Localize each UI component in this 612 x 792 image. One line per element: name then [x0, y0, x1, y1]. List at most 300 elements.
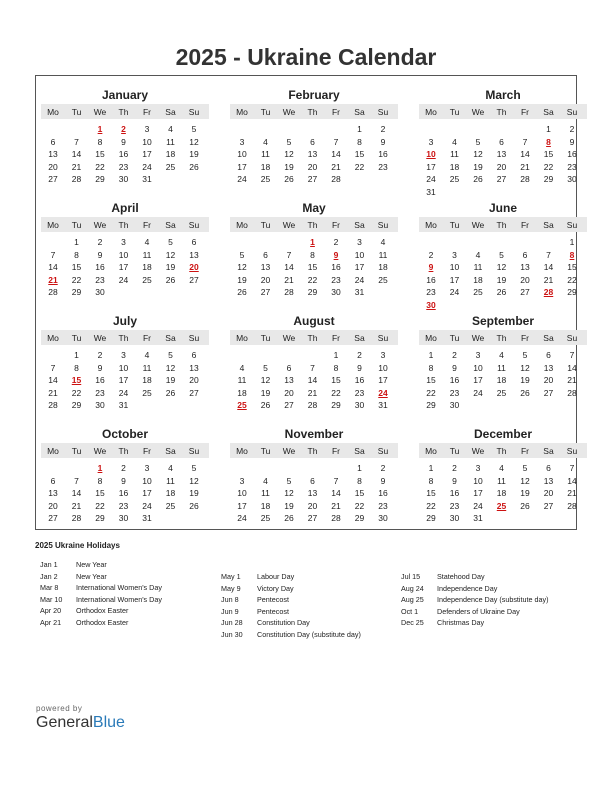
day-cell: 16 [449, 488, 460, 498]
day-cell: 4 [144, 350, 150, 360]
day-cell: 28 [71, 513, 82, 523]
day-cell: 21 [284, 274, 294, 285]
brand-logo[interactable] [36, 704, 125, 732]
weekday-label: Tu [71, 446, 82, 456]
holiday-date: Apr 21 [40, 617, 62, 627]
day-cell: 31 [142, 513, 152, 523]
day-cell: 17 [473, 375, 483, 385]
day-cell: 6 [546, 350, 551, 360]
day-cell: 25 [260, 174, 271, 184]
day-cell: 29 [95, 513, 105, 523]
day-cell: 14 [48, 262, 58, 272]
day-cell: 14 [284, 262, 294, 272]
weekday-label: Sa [165, 446, 176, 456]
day-cell: 22 [426, 500, 436, 511]
day-cell: 13 [307, 488, 318, 498]
month-august [230, 307, 398, 417]
day-cell: 27 [260, 287, 271, 297]
day-cell: 10 [118, 249, 129, 260]
day-cell: 23 [95, 387, 105, 398]
day-cell: 4 [499, 463, 504, 473]
day-cell: 25 [496, 387, 507, 398]
day-cell: 14 [307, 375, 318, 385]
day-cell: 14 [520, 149, 530, 159]
day-cell: 19 [189, 488, 199, 498]
day-cell: 5 [191, 124, 197, 134]
day-cell: 5 [522, 350, 528, 360]
day-cell: 18 [142, 262, 152, 272]
day-cell: 12 [189, 136, 199, 147]
weekday-label: Th [118, 220, 129, 230]
day-cell: 23 [449, 387, 460, 398]
day-cell: 4 [475, 249, 481, 260]
day-cell: 7 [74, 475, 79, 486]
holiday-name: Independence Day (substitute day) [437, 595, 549, 605]
holiday-day-cell: 21 [48, 274, 58, 285]
day-cell: 26 [284, 174, 294, 184]
day-cell: 22 [95, 500, 105, 511]
day-cell: 30 [118, 174, 129, 184]
day-cell: 5 [239, 249, 245, 260]
day-cell: 24 [237, 513, 247, 523]
day-cell: 10 [354, 249, 365, 260]
day-cell: 2 [380, 463, 386, 473]
day-cell: 15 [307, 262, 318, 272]
day-cell: 26 [284, 513, 294, 523]
day-cell: 4 [239, 362, 245, 373]
day-cell: 24 [473, 500, 483, 511]
day-cell: 11 [261, 488, 270, 498]
day-cell: 18 [378, 262, 388, 272]
day-cell: 18 [449, 161, 460, 172]
day-cell: 30 [378, 513, 388, 523]
weekday-label: Mo [236, 333, 248, 343]
day-cell: 1 [74, 350, 79, 360]
day-cell: 21 [307, 387, 318, 398]
day-cell: 30 [449, 513, 460, 523]
day-cell: 12 [260, 375, 271, 385]
day-cell: 11 [497, 475, 506, 486]
day-cell: 21 [567, 375, 577, 385]
day-cell: 6 [310, 136, 315, 147]
day-cell: 15 [95, 149, 105, 159]
day-cell: 16 [378, 149, 388, 159]
month-title: December [473, 427, 533, 441]
holiday-date: Aug 24 [401, 583, 424, 593]
day-cell: 19 [189, 149, 199, 159]
day-cell: 2 [569, 124, 575, 134]
day-cell: 1 [357, 124, 362, 134]
day-cell: 21 [71, 500, 82, 511]
day-cell: 23 [378, 161, 388, 172]
day-cell: 26 [189, 500, 199, 511]
day-cell: 9 [121, 475, 126, 486]
holiday-day-cell: 9 [333, 249, 339, 260]
holiday-date: Aug 25 [401, 595, 424, 605]
weekday-label: Sa [354, 220, 365, 230]
day-cell: 3 [144, 124, 150, 134]
day-cell: 10 [142, 475, 152, 486]
day-cell: 5 [286, 475, 292, 486]
month-title: September [471, 314, 535, 328]
day-cell: 28 [307, 400, 318, 410]
day-cell: 11 [142, 362, 152, 373]
day-cell: 6 [310, 475, 315, 486]
day-cell: 31 [118, 400, 129, 410]
day-cell: 26 [165, 274, 176, 285]
day-cell: 9 [380, 475, 386, 486]
day-cell: 16 [426, 274, 436, 285]
month-october [41, 420, 209, 530]
weekday-label: Mo [47, 220, 59, 230]
holiday-name: Victory Day [257, 583, 294, 593]
day-cell: 24 [426, 174, 436, 184]
day-cell: 23 [567, 161, 577, 172]
day-cell: 1 [546, 124, 551, 134]
day-cell: 30 [118, 513, 129, 523]
day-cell: 26 [496, 287, 507, 297]
holiday-date: Jun 9 [221, 606, 239, 616]
day-cell: 10 [237, 488, 247, 498]
day-cell: 24 [237, 174, 247, 184]
day-cell: 10 [378, 362, 388, 373]
day-cell: 17 [354, 262, 365, 272]
day-cell: 1 [74, 237, 79, 247]
day-cell: 3 [428, 136, 434, 147]
day-cell: 16 [378, 488, 388, 498]
day-cell: 16 [567, 149, 577, 159]
weekday-label: Th [307, 446, 318, 456]
day-cell: 1 [569, 237, 575, 247]
month-april [41, 194, 209, 304]
weekday-label: Su [188, 446, 200, 456]
day-cell: 10 [118, 362, 129, 373]
day-cell: 22 [426, 387, 436, 398]
holiday-day-cell: 25 [496, 500, 507, 511]
day-cell: 2 [97, 350, 103, 360]
day-cell: 12 [520, 362, 530, 373]
day-cell: 15 [426, 375, 436, 385]
holiday-name: Independence Day [437, 583, 498, 593]
day-cell: 17 [237, 161, 247, 172]
day-cell: 4 [263, 136, 268, 147]
weekday-label: Tu [260, 446, 271, 456]
day-cell: 9 [121, 136, 126, 147]
weekday-label: Mo [47, 333, 59, 343]
day-cell: 22 [354, 500, 365, 511]
day-cell: 16 [95, 262, 105, 272]
day-cell: 12 [473, 149, 483, 159]
day-cell: 29 [543, 174, 554, 184]
holiday-day-cell: 15 [71, 375, 82, 385]
day-cell: 2 [121, 463, 126, 473]
day-cell: 10 [449, 262, 460, 272]
day-cell: 14 [331, 149, 341, 159]
day-cell: 20 [260, 274, 271, 285]
day-cell: 28 [48, 400, 58, 410]
day-cell: 21 [331, 500, 341, 511]
day-cell: 3 [380, 350, 386, 360]
day-cell: 7 [546, 249, 551, 260]
weekday-label: Mo [236, 107, 248, 117]
weekday-label: Th [496, 446, 507, 456]
day-cell: 22 [543, 161, 554, 172]
day-cell: 10 [142, 136, 152, 147]
day-cell: 22 [71, 274, 82, 285]
day-cell: 31 [354, 287, 365, 297]
day-cell: 21 [48, 387, 58, 398]
holiday-name: Labour Day [257, 572, 295, 581]
holiday-date: Jun 8 [221, 595, 239, 605]
month-february [230, 81, 398, 191]
day-cell: 25 [449, 174, 460, 184]
day-cell: 10 [473, 475, 483, 486]
day-cell: 23 [354, 387, 365, 398]
holiday-name: Statehood Day [437, 572, 485, 581]
day-cell: 26 [237, 287, 247, 297]
weekday-label: We [93, 220, 107, 230]
day-cell: 21 [567, 488, 577, 498]
holiday-day-cell: 9 [428, 262, 434, 272]
day-cell: 22 [354, 161, 365, 172]
weekday-label: Tu [71, 333, 82, 343]
day-cell: 12 [520, 475, 530, 486]
day-cell: 30 [449, 400, 460, 410]
day-cell: 3 [475, 350, 481, 360]
day-cell: 5 [168, 350, 173, 360]
day-cell: 16 [449, 375, 460, 385]
day-cell: 20 [543, 488, 554, 498]
weekday-label: Fr [331, 446, 341, 456]
day-cell: 18 [496, 488, 507, 498]
day-cell: 29 [71, 287, 82, 297]
day-cell: 3 [239, 136, 245, 147]
holiday-name: Orthodox Easter [76, 617, 129, 627]
day-cell: 18 [496, 375, 507, 385]
weekday-label: Mo [236, 220, 248, 230]
holiday-date: Jan 1 [40, 560, 58, 569]
holiday-date: Apr 20 [40, 606, 62, 616]
weekday-label: We [471, 107, 485, 117]
day-cell: 2 [380, 124, 386, 134]
day-cell: 8 [357, 475, 362, 486]
day-cell: 19 [520, 488, 530, 498]
day-cell: 17 [449, 274, 460, 285]
holiday-day-cell: 30 [426, 299, 436, 310]
day-cell: 19 [284, 161, 294, 172]
day-cell: 24 [449, 287, 460, 297]
weekday-label: Th [118, 446, 129, 456]
day-cell: 31 [378, 400, 388, 410]
day-cell: 5 [499, 249, 504, 260]
day-cell: 12 [496, 262, 507, 272]
day-cell: 13 [543, 362, 554, 373]
day-cell: 11 [142, 249, 152, 260]
day-cell: 23 [378, 500, 388, 511]
day-cell: 26 [520, 387, 530, 398]
day-cell: 20 [543, 375, 554, 385]
day-cell: 5 [522, 463, 528, 473]
day-cell: 5 [191, 463, 197, 473]
day-cell: 19 [473, 161, 483, 172]
day-cell: 6 [263, 249, 268, 260]
day-cell: 21 [520, 161, 530, 172]
day-cell: 11 [166, 475, 175, 486]
day-cell: 15 [331, 375, 341, 385]
holiday-date: Mar 10 [40, 594, 63, 604]
weekday-label: Sa [354, 446, 365, 456]
day-cell: 2 [357, 350, 362, 360]
day-cell: 29 [567, 287, 577, 297]
day-cell: 26 [520, 500, 530, 511]
day-cell: 10 [237, 149, 247, 159]
weekday-label: Mo [47, 446, 59, 456]
day-cell: 6 [191, 350, 197, 360]
day-cell: 15 [567, 262, 577, 272]
day-cell: 6 [50, 475, 56, 486]
weekday-label: Su [377, 220, 389, 230]
month-july [41, 307, 209, 417]
day-cell: 19 [260, 387, 271, 398]
weekday-label: We [282, 220, 296, 230]
weekday-label: Fr [142, 446, 152, 456]
day-cell: 20 [496, 161, 507, 172]
holiday-date: Mar 8 [40, 583, 59, 593]
day-cell: 14 [543, 262, 554, 272]
weekday-label: Tu [71, 107, 82, 117]
day-cell: 2 [428, 249, 434, 260]
day-cell: 8 [333, 362, 339, 373]
day-cell: 28 [284, 287, 294, 297]
weekday-label: Sa [543, 446, 554, 456]
month-may [230, 194, 398, 304]
day-cell: 8 [74, 362, 79, 373]
day-cell: 3 [357, 237, 362, 247]
holiday-day-cell: 1 [97, 124, 103, 134]
holiday-name: Constitution Day (substitute day) [257, 629, 361, 639]
day-cell: 28 [331, 513, 341, 523]
day-cell: 12 [284, 149, 294, 159]
day-cell: 13 [543, 475, 554, 486]
day-cell: 18 [142, 375, 152, 385]
day-cell: 6 [522, 249, 528, 260]
day-cell: 27 [189, 274, 199, 285]
holiday-date: Jan 2 [40, 571, 58, 581]
month-title: July [112, 314, 137, 328]
day-cell: 9 [97, 249, 103, 260]
day-cell: 22 [95, 161, 105, 172]
day-cell: 28 [567, 387, 577, 398]
day-cell: 31 [426, 186, 436, 197]
day-cell: 9 [569, 136, 575, 147]
weekday-label: Th [307, 107, 318, 117]
day-cell: 25 [142, 387, 152, 398]
holiday-day-cell: 1 [97, 463, 103, 473]
day-cell: 20 [307, 500, 318, 511]
weekday-label: Tu [71, 220, 82, 230]
day-cell: 12 [165, 362, 176, 373]
month-title: February [288, 88, 340, 102]
holiday-day-cell: 2 [121, 124, 126, 134]
day-cell: 13 [189, 249, 199, 260]
day-cell: 25 [260, 513, 271, 523]
day-cell: 23 [95, 274, 105, 285]
day-cell: 4 [380, 237, 386, 247]
weekday-label: We [471, 333, 485, 343]
month-title: May [302, 201, 326, 215]
day-cell: 27 [496, 174, 507, 184]
day-cell: 22 [567, 274, 577, 285]
day-cell: 8 [97, 475, 103, 486]
day-cell: 16 [331, 262, 341, 272]
powered-by-text: powered by [36, 704, 83, 713]
weekday-label: Sa [165, 107, 176, 117]
day-cell: 30 [95, 400, 105, 410]
day-cell: 12 [189, 475, 199, 486]
day-cell: 7 [569, 463, 575, 473]
month-title: June [488, 201, 517, 215]
day-cell: 17 [118, 262, 129, 272]
holiday-name: Pentecost [257, 595, 289, 605]
weekday-label: Fr [331, 107, 341, 117]
day-cell: 9 [380, 136, 386, 147]
day-cell: 27 [543, 500, 554, 511]
month-january [41, 81, 209, 191]
day-cell: 17 [378, 375, 388, 385]
weekday-label: We [282, 446, 296, 456]
weekday-label: Su [566, 446, 578, 456]
day-cell: 21 [543, 274, 554, 285]
day-cell: 13 [496, 149, 507, 159]
day-cell: 7 [74, 136, 79, 147]
holiday-name: International Women's Day [76, 583, 162, 593]
weekday-label: We [471, 220, 485, 230]
holiday-date: Jun 30 [221, 629, 243, 639]
day-cell: 28 [331, 174, 341, 184]
day-cell: 14 [331, 488, 341, 498]
holiday-date: Oct 1 [401, 606, 419, 616]
weekday-label: Su [188, 220, 200, 230]
weekday-label: Mo [425, 107, 437, 117]
weekday-label: Tu [449, 446, 460, 456]
day-cell: 11 [166, 136, 175, 147]
day-cell: 9 [97, 362, 103, 373]
day-cell: 12 [284, 488, 294, 498]
day-cell: 14 [71, 488, 82, 498]
weekday-label: Mo [425, 333, 437, 343]
brand-name-part2: Blue [92, 714, 125, 731]
day-cell: 22 [307, 274, 318, 285]
day-cell: 18 [260, 500, 271, 511]
month-title: October [101, 427, 148, 441]
holiday-date: Dec 25 [401, 618, 424, 628]
day-cell: 25 [378, 274, 388, 285]
day-cell: 29 [307, 287, 318, 297]
day-cell: 14 [567, 362, 577, 373]
weekday-label: Fr [520, 446, 530, 456]
day-cell: 7 [50, 362, 56, 373]
day-cell: 2 [452, 350, 457, 360]
weekday-label: We [93, 446, 107, 456]
day-cell: 11 [237, 375, 247, 385]
weekday-label: Mo [425, 220, 437, 230]
weekday-label: Th [307, 220, 318, 230]
day-cell: 15 [354, 488, 365, 498]
day-cell: 20 [307, 161, 318, 172]
day-cell: 10 [473, 362, 483, 373]
day-cell: 13 [48, 149, 58, 159]
holiday-day-cell: 24 [378, 387, 388, 398]
